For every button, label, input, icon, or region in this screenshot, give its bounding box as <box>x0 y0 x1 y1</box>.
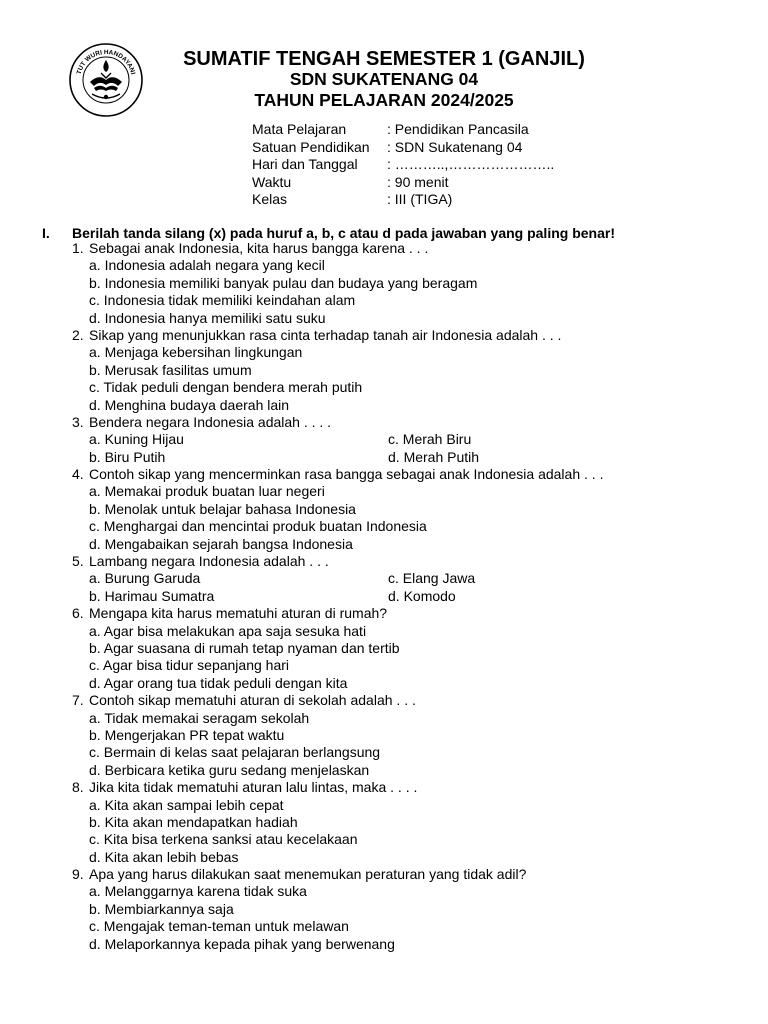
info-value: : Pendidikan Pancasila <box>387 121 529 137</box>
option-b: b. Merusak fasilitas umum <box>89 361 252 378</box>
option-a: a. Tidak memakai seragam sekolah <box>89 709 310 726</box>
option-a: a. Kuning Hijau <box>89 431 184 448</box>
question-7 <box>72 692 752 779</box>
question-number: 3. <box>72 413 84 430</box>
option-d: d. Melaporkannya kepada pihak yang berwenang <box>89 935 395 952</box>
info-value: : SDN Sukatenang 04 <box>387 138 523 155</box>
option-d: d. Merah Putih <box>388 448 480 465</box>
info-label: Kelas <box>252 191 288 207</box>
info-label: Hari dan Tanggal <box>252 156 358 172</box>
option-d: d. Indonesia hanya memiliki satu suku <box>89 309 326 326</box>
info-label: Mata Pelajaran <box>252 121 347 137</box>
question-text: Jika kita tidak mematuhi aturan lalu lintas, maka . . . . <box>89 779 418 796</box>
option-b: b. Menolak untuk belajar bahasa Indonesia <box>89 500 356 517</box>
question-number: 1. <box>72 240 84 256</box>
question-2 <box>72 327 752 414</box>
question-9 <box>72 866 752 953</box>
question-text: Bendera negara Indonesia adalah . . . . <box>89 413 332 430</box>
academic-year: TAHUN PELAJARAN 2024/2025 <box>254 90 514 110</box>
question-3 <box>72 414 752 466</box>
info-label: Waktu <box>252 173 292 190</box>
option-a: a. Memakai produk buatan luar negeri <box>89 483 325 500</box>
question-5 <box>72 553 752 605</box>
question-text: Contoh sikap mematuhi aturan di sekolah adalah . . . <box>89 692 416 709</box>
question-text: Apa yang harus dilakukan saat menemukan peraturan yang tidak adil? <box>89 866 527 883</box>
option-d: d. Agar orang tua tidak peduli dengan kita <box>89 674 348 691</box>
option-d: d. Mengabaikan sejarah bangsa Indonesia <box>89 535 353 552</box>
option-d: d. Menghina budaya daerah lain <box>89 396 290 413</box>
option-c: c. Mengajak teman-teman untuk melawan <box>89 918 349 935</box>
option-d: d. Komodo <box>388 587 456 604</box>
school-name: SDN SUKATENANG 04 <box>289 69 479 89</box>
question-text: Contoh sikap yang mencerminkan rasa bangga sebagai anak Indonesia adalah . . . <box>89 466 604 483</box>
question-text: Mengapa kita harus mematuhi aturan di rumah? <box>89 605 388 622</box>
option-b: b. Membiarkannya saja <box>89 900 234 917</box>
question-text: Sebagai anak Indonesia, kita harus bangga karena . . . <box>89 240 429 256</box>
info-label: Satuan Pendidikan <box>252 138 370 155</box>
question-number: 6. <box>72 605 84 622</box>
question-number: 7. <box>72 692 84 709</box>
option-c: c. Kita bisa terkena sanksi atau kecelakaan <box>89 831 358 848</box>
option-a: a. Indonesia adalah negara yang kecil <box>89 257 325 274</box>
option-d: d. Berbicara ketika guru sedang menjelaskan <box>89 761 370 778</box>
option-c: c. Tidak peduli dengan bendera merah putih <box>89 379 363 396</box>
question-number: 8. <box>72 779 84 796</box>
info-value: : III (TIGA) <box>387 191 453 207</box>
option-b: b. Harimau Sumatra <box>89 587 215 604</box>
info-value: : ………..,………………….. <box>387 156 555 172</box>
option-a: a. Melanggarnya karena tidak suka <box>89 883 307 900</box>
question-8 <box>72 779 752 866</box>
section-number: I. <box>42 225 50 241</box>
option-c: c. Bermain di kelas saat pelajaran berlangsung <box>89 744 381 761</box>
option-b: b. Biru Putih <box>89 448 166 465</box>
option-c: c. Elang Jawa <box>388 570 476 587</box>
option-c: c. Menghargai dan mencintai produk buatan Indonesia <box>89 518 427 535</box>
option-b: b. Kita akan mendapatkan hadiah <box>89 813 298 830</box>
option-a: a. Kita akan sampai lebih cepat <box>89 796 284 813</box>
question-number: 9. <box>72 866 84 883</box>
option-b: b. Indonesia memiliki banyak pulau dan budaya yang beragam <box>89 274 478 291</box>
option-b: b. Agar suasana di rumah tetap nyaman dan tertib <box>89 639 400 656</box>
option-a: a. Burung Garuda <box>89 570 201 587</box>
exam-title: SUMATIF TENGAH SEMESTER 1 (GANJIL) <box>183 48 585 70</box>
option-c: c. Merah Biru <box>388 431 472 448</box>
question-number: 2. <box>72 326 84 343</box>
question-1 <box>72 240 752 327</box>
logo-text: TUT WURI HANDAYANI <box>75 48 137 76</box>
option-b: b. Mengerjakan PR tepat waktu <box>89 726 285 743</box>
info-value: : 90 menit <box>387 173 449 190</box>
question-number: 4. <box>72 466 84 483</box>
option-a: a. Agar bisa melakukan apa saja sesuka hati <box>89 622 367 639</box>
section-instruction: Berilah tanda silang (x) pada huruf a, b, c atau d pada jawaban yang paling benar! <box>72 225 615 241</box>
question-4 <box>72 466 752 553</box>
option-c: c. Agar bisa tidur sepanjang hari <box>89 657 290 674</box>
question-text: Lambang negara Indonesia adalah . . . <box>89 553 329 570</box>
question-list <box>72 240 752 953</box>
question-number: 5. <box>72 553 84 570</box>
option-d: d. Kita akan lebih bebas <box>89 848 239 865</box>
question-6 <box>72 605 752 692</box>
question-text: Sikap yang menunjukkan rasa cinta terhadap tanah air Indonesia adalah . . . <box>89 326 562 343</box>
option-a: a. Menjaga kebersihan lingkungan <box>89 344 303 361</box>
option-c: c. Indonesia tidak memiliki keindahan alam <box>89 292 356 309</box>
